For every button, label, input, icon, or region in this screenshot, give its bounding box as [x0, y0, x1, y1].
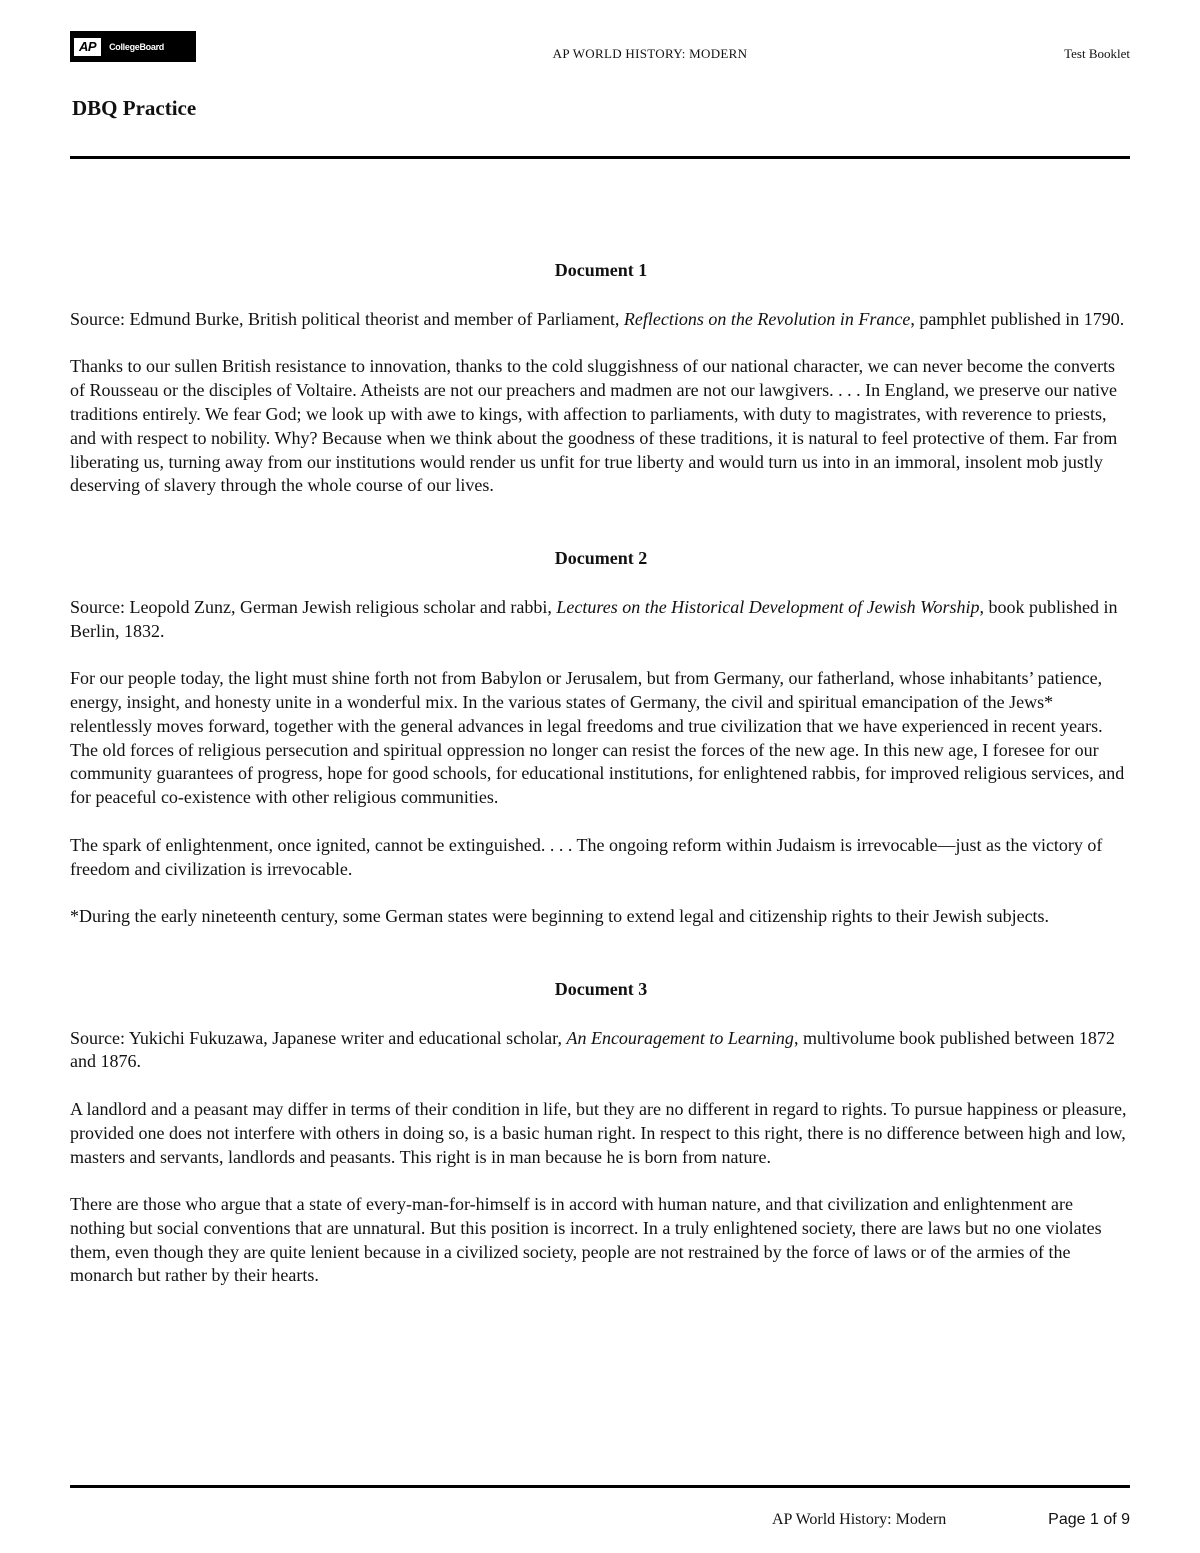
header-divider — [70, 156, 1130, 159]
document-2 — [70, 547, 1132, 929]
document-1 — [70, 259, 1132, 498]
footer-divider — [70, 1485, 1130, 1488]
source-text: Source: Yukichi Fukuzawa, Japanese writer and educational scholar, — [70, 1027, 567, 1048]
section-spacer — [70, 953, 1132, 978]
source-text: , pamphlet published in 1790. — [910, 308, 1125, 329]
document-paragraph: For our people today, the light must shine forth not from Babylon or Jerusalem, but from Germany, our fatherland, whose inhabitants’ patience, energy, insight, and honesty unite in a wonderful mix. In the various states of Germany, the civil and spiritual emancipation of the Jews* relentlessly moves forward, together with the general advances in legal freedoms and true civilization that we have experienced in recent years. The old forces of religious persecution and spiritual oppression no longer can resist the forces of the new age. In this new age, I foresee for our community guarantees of progress, hope for good schools, for educational institutions, for enlightened rabbis, for improved religious services, and for peaceful co-existence with other religious communities. — [70, 668, 1125, 808]
documents-content — [70, 259, 1132, 1312]
page-number: Page 1 of 9 — [1048, 1511, 1130, 1528]
collegeboard-wordmark: CollegeBoard — [109, 41, 164, 52]
document-heading: Document 1 — [554, 260, 648, 280]
document-3 — [70, 978, 1132, 1289]
document-source — [70, 1027, 1132, 1075]
document-paragraph: Thanks to our sullen British resistance to innovation, thanks to the cold sluggishness of our national character, we can never become the converts of Rousseau or the disciples of Voltaire. Atheists are not our preachers and madmen are not our lawgivers. . . . In England, we preserve our native traditions entirely. We fear God; we look up with awe to kings, with affection to parliaments, with duty to magistrates, with reverence to priests, and with respect to nobility. Why? Because when we think about the goodness of these traditions, it is natural to feel protective of them. Far from liberating us, turning away from our institutions would render us unfit for true liberty and would turn us into in an immoral, insolent mob justly deserving of slavery through the whole course of our lives. — [70, 356, 1118, 496]
source-text: Source: Leopold Zunz, German Jewish religious scholar and rabbi, — [70, 596, 557, 617]
document-footnote: *During the early nineteenth century, some German states were beginning to extend legal and citizenship rights to their Jewish subjects. — [70, 906, 1050, 927]
ap-logo-mark: AP — [74, 38, 101, 56]
footer-course: AP World History: Modern — [772, 1511, 947, 1528]
document-paragraph: There are those who argue that a state of every-man-for-himself is in accord with human nature, and that civilization and enlightenment are nothing but social conventions that are unnatural. But this position is incorrect. In a truly enlightened society, there are laws but no one violates them, even though they are quite lenient because in a civilized society, people are not restrained by the force of laws or of the armies of the monarch but rather by their hearts. — [70, 1194, 1102, 1286]
source-title: Reflections on the Revolution in France — [623, 308, 911, 329]
header-course: AP WORLD HISTORY: MODERN — [552, 46, 748, 61]
source-title: An Encouragement to Learning — [566, 1027, 794, 1048]
document-heading: Document 2 — [554, 547, 648, 568]
document-paragraph: The spark of enlightenment, once ignited, cannot be extinguished. . . . The ongoing reform within Judaism is irrevocable—just as the victory of freedom and civilization is irrevocable. — [70, 834, 1103, 879]
document-source — [70, 596, 1132, 644]
source-text: Source: Edmund Burke, British political theorist and member of Parliament, — [70, 308, 624, 329]
section-spacer — [70, 522, 1132, 547]
document-source — [70, 308, 1132, 332]
page-title: DBQ Practice — [72, 96, 197, 120]
source-text: , book published in Berlin, 1832. — [70, 596, 1118, 641]
source-text: , multivolume book published between 1872 and 1876. — [70, 1027, 1115, 1072]
header-booklet: Test Booklet — [1064, 46, 1130, 61]
source-title: Lectures on the Historical Development of Jewish Worship — [556, 596, 980, 617]
document-heading: Document 3 — [554, 978, 648, 999]
document-paragraph: A landlord and a peasant may differ in terms of their condition in life, but they are no different in regard to rights. To pursue happiness or pleasure, provided one does not interfere with others in doing so, is a basic human right. In respect to this right, there is no difference between high and low, masters and servants, landlords and peasants. This right is in man because he is born from nature. — [70, 1098, 1127, 1167]
